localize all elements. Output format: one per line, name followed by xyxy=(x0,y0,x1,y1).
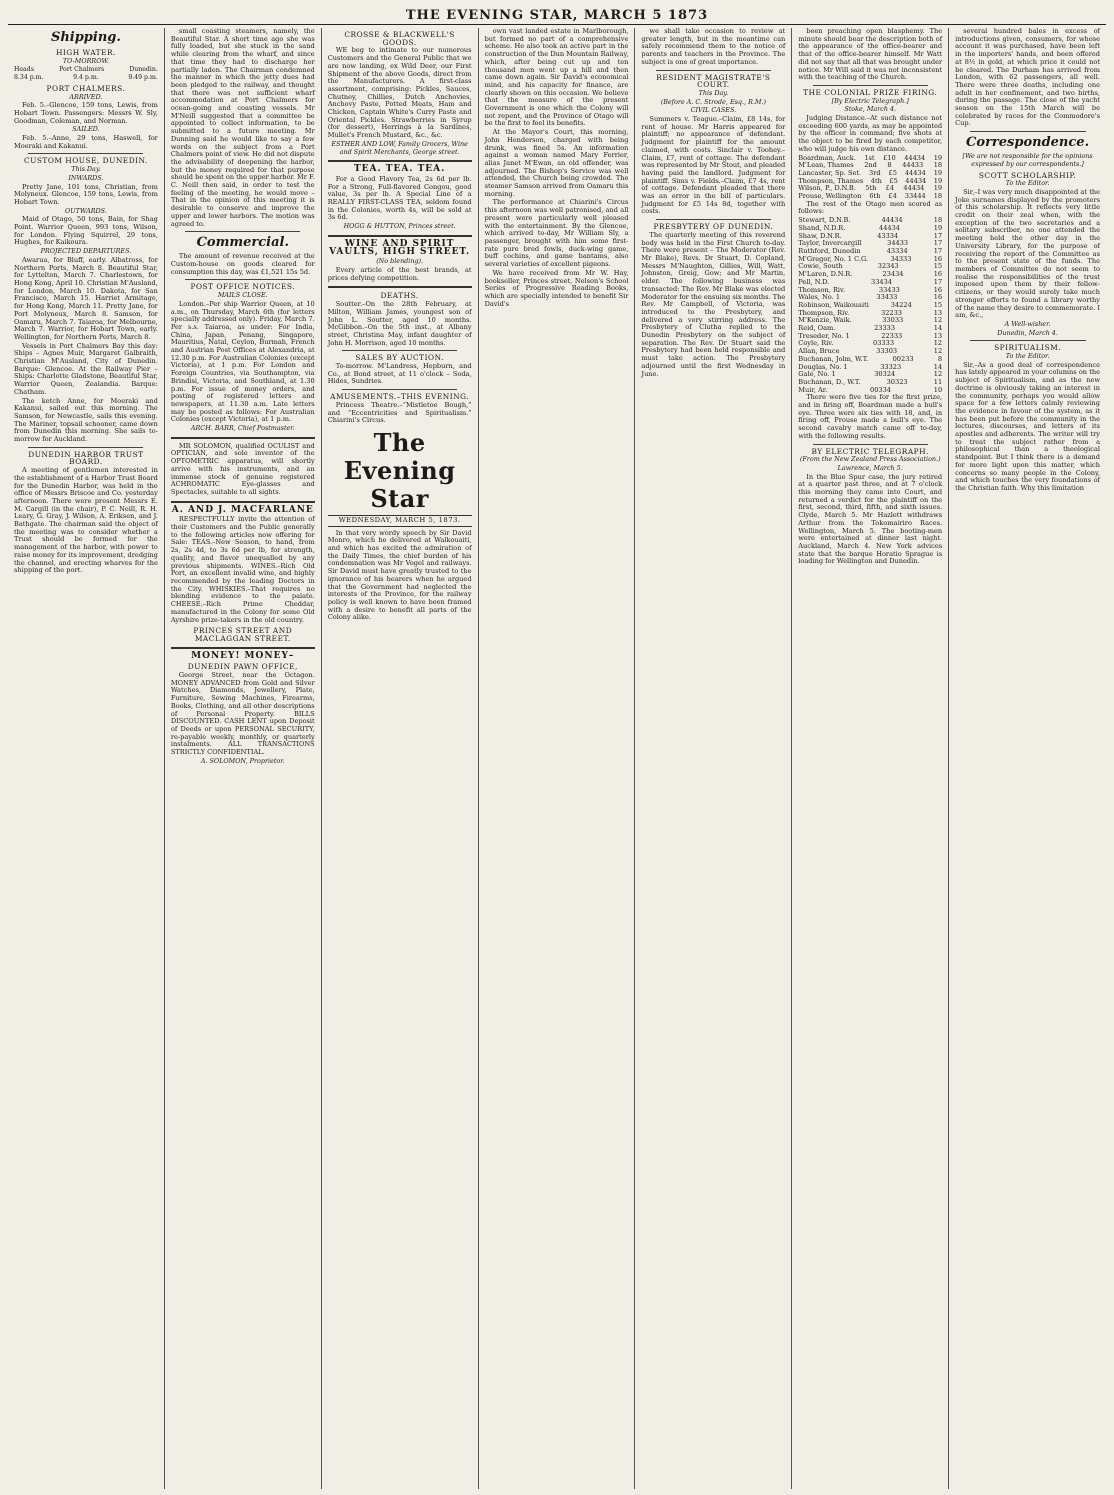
column-4 xyxy=(479,28,636,1489)
tea-heading: TEA. TEA. TEA. xyxy=(353,164,446,175)
princes-street-label: PRINCES STREET AND MACLAGGAN STREET. xyxy=(193,626,293,643)
colonial-place: Stoke, March 4. xyxy=(844,105,897,114)
score-cell: 12 xyxy=(933,347,943,356)
column-5 xyxy=(635,28,792,1489)
scott-sign: A Well-wisher. xyxy=(1004,319,1051,328)
port-chalmers-heading: PORT CHALMERS. xyxy=(46,83,126,93)
amusements-text: Princess Theatre.–“Mistletoe Bough,” and “Eccentricities and Spiritualism.” Chiarini's Circus. xyxy=(327,400,472,425)
correspondence-note: [We are not responsible for the opinions expressed by our correspondents.] xyxy=(962,152,1093,168)
score-cell: 17 xyxy=(933,277,943,286)
resident-court-heading: RESIDENT MAGISTRATE'S COURT. xyxy=(656,72,771,90)
score-cell: 14 xyxy=(933,324,943,333)
divider xyxy=(342,389,457,390)
colonial-text: Judging Distance.–At such distance not exceeding 600 yards, as may be appointed by the officer in command; five shots at the object to be fired by each competitor, who will judge his own distance. xyxy=(798,114,943,153)
score-cell: 22333 xyxy=(881,331,903,340)
tide-time: 9.49 p.m. xyxy=(128,74,158,82)
score-cell: £4 xyxy=(885,184,895,193)
score-cell: M'Kenzie, Waik. xyxy=(798,316,852,325)
score-cell: Buchanan, D., W.T. xyxy=(798,377,861,386)
score-cell: 19 xyxy=(933,176,943,185)
deaths-text: Soutter.–On the 28th February, at Milton, William James, youngest son of John L. Soutter, aged 10 months. McGibbon.–On the 5th inst., at Albany street, Christina May, infant daughter of John H. Morrison, aged 10 months. xyxy=(327,300,472,347)
telegraph-text: In the Blue Spur case, the jury retired at a quarter past three, and at 7 o'clock this morning they came into Court, and returned a verdict for the plaintiff on the first, second, third, fifth, and sixth issues. Clyde, March 5. Mr Hazlett withdraws Arthur from the Tokomairiro Races. Wellington, March 5. The booting-men were entertained at dinner last night. Auckland, March 4. New York advices state that the barque Horatio Sprague is loading for Wellington and Dunedin. xyxy=(798,472,943,566)
commercial-heading: Commercial. xyxy=(196,235,289,251)
column-6 xyxy=(792,28,949,1489)
score-cell: 00334 xyxy=(870,385,892,394)
scott-to: To the Editor. xyxy=(1005,179,1050,188)
score-cell: Douglas, No. 1 xyxy=(798,362,848,371)
score-cell: Stewart, D.N.B. xyxy=(798,216,851,225)
score-cell: Wales, No. 1 xyxy=(798,293,841,302)
spiritualism-heading: SPIRITUALISM. xyxy=(994,343,1062,353)
pawn-footer: A. SOLOMON, Proprietor. xyxy=(200,756,285,765)
column-2 xyxy=(165,28,322,1489)
score-cell: 33444 xyxy=(904,192,926,201)
customs-heading: CUSTOM HOUSE, DUNEDIN. xyxy=(23,156,148,166)
sailed-text: Feb. 5.–Anne, 29 tons, Haswell, for Moeraki and Kakanui. xyxy=(14,134,158,150)
colonial-prize-heading: THE COLONIAL PRIZE FIRING. xyxy=(803,87,938,97)
score-cell: Reid, Oam. xyxy=(798,324,836,333)
score-cell: 16 xyxy=(933,285,943,294)
score-cell: 44434 xyxy=(881,216,903,225)
tomorrow-label: TO-MORROW. xyxy=(62,56,109,65)
leader-paragraph: We have received from Mr W. Hay, bookseller, Princes street, Nelson's School Series of Progressive Reading Books, which are specially intended to benefit Sir David's xyxy=(484,268,629,308)
colonial-text-2: There were five ties for the first prize, and in firing off, Boardman made a bull's eye. Three were six ties with 18, and, in firing off, Prouse made a bull's eye. The second cavalry match came off to-day, with the following results. xyxy=(798,393,943,440)
solomon-ad: MR SOLOMON, qualified OCULIST and OPTICIAN, and sole inventor of the OPTOMETRIC apparatus, will shortly arrive with his instruments, and an immense stock of genuine registered ACHROMATIC Eye-glasses and Spectacles, suitable to all sights. xyxy=(170,441,315,496)
score-cell: 19 xyxy=(933,184,943,193)
score-cell: 16 xyxy=(933,270,943,279)
score-cell: 44434 xyxy=(903,184,925,193)
score-cell: Prouse, Wellington xyxy=(798,192,862,201)
otago-score-table xyxy=(798,217,942,394)
leader-paragraph: The performance at Chiarini's Circus this afternoon was well patronised, and all present were particularly well pleased with the entertainment. By the Glencoe, which arrived to-day, Mr William Sly, a passenger, brought with him some first-rate pure bred fowls, duck-wing game, buff cochins, and game bantams, also several varieties of excellent pigeons. xyxy=(484,198,629,269)
tide-time: 9.4 p.m. xyxy=(73,74,99,82)
score-cell: Allan, Bruce xyxy=(798,347,840,356)
divider xyxy=(970,340,1086,341)
column-7 xyxy=(949,28,1106,1489)
wine-heading: WINE AND SPIRIT VAULTS, HIGH STREET. xyxy=(329,238,471,257)
double-rule xyxy=(328,286,472,288)
score-cell: Lancaster, Sp. Set. xyxy=(798,168,862,177)
sales-text: To-morrow. M'Landress, Hepburn, and Co., at Bond street, at 11 o'clock – Soda, Hides, Sundries. xyxy=(327,362,472,386)
high-water-heading: HIGH WATER. xyxy=(55,48,116,57)
tide-times-row xyxy=(14,74,158,82)
vessels-text: Vessels in Port Chalmers Bay this day: Ships – Agnes Muir, Margaret Galbraith, Christian M'Ausland, City of Dunedin. Barque: Glencoe. At the Railway Pier – Ships: Charlotte Gladstone, Beautiful Star, Warrior Queen, Zealandia. Barque: Chatham. xyxy=(14,341,158,396)
civil-cases-label: CIVIL CASES. xyxy=(690,106,737,115)
score-cell: 15 xyxy=(933,300,943,309)
macfarlane-text: RESPECTFULLY invite the attention of their Customers and the Public generally to the following articles now offering for Sale: TEAS.–New Season, to hand, from 2s, 2s 4d, to 3s 6d per lb, for strength, quality, and flavor unequalled by any previous shipments. WINES.–Rich Old Port, an excellent invalid wine, and highly recommended by the leading Doctors in the City. WHISKIES.–That requires no blending evidence to the palate. CHEESE.–Rich Prime Cheddar, manufactured in the Colony for some Old Ayrshire prize-takers in the old country. xyxy=(170,515,315,624)
presbytery-text: The quarterly meeting of this reverend body was held in the First Church to-day. There were present – The Moderator (Rev. Mr Blake), Revs. Dr Stuart, D. Copland, Messrs M'Naughton, Gillies, Will, Watt, Johnston, Greig, Gow; and Mr Martin, elder. The following business was transacted: The Rev. Mr Blake was elected Moderator for the ensuing six months. The Rev. Mr Campbell, of Victoria, was introduced to the Presbytery, and delivered a very stirring address. The Presbytery of Clutha replied to the Dunedin Presbytery on the subject of separation. The Rev. Dr Stuart said the Presbytery had been held responsible and must take action. The Presbytery adjourned until the first Wednesday in June. xyxy=(641,230,786,378)
score-cell: 00233 xyxy=(892,354,914,363)
sailed-label: SAILED. xyxy=(72,125,100,134)
divider xyxy=(185,279,300,280)
score-cell: 19 xyxy=(933,223,943,232)
top-rule xyxy=(8,24,1106,25)
customs-day: This Day. xyxy=(71,165,101,174)
shipping-heading: Shipping. xyxy=(50,30,121,45)
score-cell: Shand, N.D.R. xyxy=(798,223,846,232)
score-cell: Treseder, No. 1 xyxy=(798,331,850,340)
divider xyxy=(970,131,1086,132)
score-cell: 8 xyxy=(937,354,943,363)
score-cell: Ruthford, Dunedin xyxy=(798,246,861,255)
score-cell: 19 xyxy=(933,153,943,162)
divider xyxy=(28,153,143,154)
post-office-heading: POST OFFICE NOTICES. xyxy=(190,282,296,292)
score-cell: 17 xyxy=(933,239,943,248)
score-cell: 17 xyxy=(933,246,943,255)
score-cell: Gale, No. 1 xyxy=(798,370,836,379)
wine-sub: (No blending). xyxy=(376,257,424,266)
score-cell: 14 xyxy=(933,362,943,371)
score-cell: 4th xyxy=(870,176,882,185)
inwards-text: Pretty Jane, 101 tons, Christian, from Molyneux. Glencoe, 159 tons, Lewis, from Hobart Town. xyxy=(14,182,158,206)
double-rule xyxy=(171,501,315,503)
correspondence-heading: Correspondence. xyxy=(966,135,1090,151)
leader-text: In that very wordy speech by Sir David Monro, which he delivered at Walkouaiti, and which has excited the admiration of the Daily Times, the chief burden of his condemnation was Mr Vogel and railways. Sir David must have greatly trusted to the ignorance of his hearers when he argued that the Government had neglected the interests of the Province, for the railway policy is well known to have been framed with a desire to benefit all parts of the Colony alike. xyxy=(327,528,472,622)
body-text: been preaching open blasphemy. The minute should bear the description both of the appearance of the office-bearer and that of the office-bearer himself. Mr Watt did not say that all that was brought under notice. Mr Will said it was not inconsistent with the teaching of the Church. xyxy=(798,28,943,82)
score-cell: 32233 xyxy=(881,308,902,317)
tide-head: Port Chalmers xyxy=(59,66,105,74)
score-cell: 15 xyxy=(933,262,943,271)
score-cell: 30324 xyxy=(874,370,896,379)
divider xyxy=(342,350,457,351)
projected-label: PROJECTED DEPARTURES. xyxy=(40,247,132,256)
score-cell: 16 xyxy=(933,254,943,263)
crosse-text: WE beg to intimate to our numerous Customers and the General Public that we are now landing, ex Wild Deer, our First Shipment of the above Goods, direct from the Manufacturers. A first-class assortment, comprising: Pickles, Sauces, Chutney, Chillies, Dutch Anchovies, Anchovy Paste, Potted Meats, Ham and Chicken, Captain White's Curry Paste and Oriental Pickles. Strawberries in Syrup (for dessert), Herrings à la Sardines, Mullet's French Mustard, &c., &c. xyxy=(327,46,472,140)
presbytery-heading: PRESBYTERY OF DUNEDIN. xyxy=(653,222,774,232)
paper-nameplate: The Evening Star xyxy=(343,427,456,513)
pawn-office-heading: DUNEDIN PAWN OFFICE, xyxy=(187,662,298,672)
otago-note: The rest of the Otago men scored as follows: xyxy=(798,199,943,216)
score-cell: £10 xyxy=(883,153,896,162)
wine-text: Every article of the best brands, at prices defying competition. xyxy=(327,265,472,282)
score-cell: 34433 xyxy=(887,239,909,248)
spiritualism-to: To the Editor. xyxy=(1005,352,1050,361)
score-cell: 11 xyxy=(933,377,943,386)
score-cell: 32343 xyxy=(877,262,899,271)
body-text: several hundred bales in excess of introductions given, consumers, for whose account it was purchased, have been left in the importers' hands, and been offered at 8½ in gold, at which price it could not be cleared. The Durham has arrived from London, with 62 passengers, all well. There were three deaths, including one adult in her confinement, and two births, during the passage. The close of the yacht season on the 15th March will be celebrated by races for the Commodore's Cup. xyxy=(955,28,1100,128)
double-rule xyxy=(328,235,472,237)
score-cell: 23333 xyxy=(874,324,896,333)
score-cell: M'Gregor, No. 1 C.G. xyxy=(798,254,869,263)
colonial-sub: [By Electric Telegraph.] xyxy=(831,96,909,105)
tide-head: Dunedin. xyxy=(129,66,158,74)
crosse-footer: ESTHER AND LOW, Family Grocers, Wine and Spirit Merchants, George street. xyxy=(331,139,468,156)
score-cell: 8 xyxy=(887,161,892,170)
score-cell: Thompson, Thames xyxy=(798,176,864,185)
score-cell: 44433 xyxy=(902,161,924,170)
score-cell: 44434 xyxy=(879,223,901,232)
column-3 xyxy=(322,28,479,1489)
amusements-heading: AMUSEMENTS.–THIS EVENING. xyxy=(330,392,470,402)
score-cell: 03333 xyxy=(873,339,895,348)
outwards-text: Maid of Otago, 50 tons, Bain, for Shag Point. Warrior Queen, 993 tons, Wilson, for London. Flying Squirrel, 29 tons, Hughes, for Kaikoura. xyxy=(14,215,158,247)
divider xyxy=(813,444,928,445)
score-cell: Cowie, South xyxy=(798,262,843,271)
resident-before: (Before A. C. Strode, Esq., R.M.) xyxy=(660,97,766,106)
score-cell: 34333 xyxy=(890,254,912,263)
commercial-text: The amount of revenue received at the Custom-house on goods cleared for consumption this day, was £1,521 15s 5d. xyxy=(170,252,315,276)
crosse-heading: CROSSE & BLACKWELL'S GOODS. xyxy=(344,30,455,47)
harbour-trust-heading: DUNEDIN HARBOR TRUST BOARD. xyxy=(28,449,144,467)
page-masthead xyxy=(0,4,1114,22)
score-cell: £5 xyxy=(889,176,898,185)
score-cell: 12 xyxy=(933,370,943,379)
score-cell: 33303 xyxy=(876,347,898,356)
resident-text: Summers v. Teague.–Claim, £8 14s, for rent of house. Mr Harris appeared for plaintiff; no appearance of defendant. Judgment for plaintiff for the amount claimed, with costs. Sinclair v. Toohey.–Claim, £7, rent of cottage. The defendant was represented by Mr Stout, and pleaded having paid the landlord. Judgment for plaintiff. Sims v. Fields.–Claim, £7 4s, rent of cottage. Defendant pleaded that there was an error in the bill of particulars. Judgment for £5 14s 8d, together with costs. xyxy=(641,115,786,216)
score-cell: 12 xyxy=(933,316,943,325)
body-text: we shall take occasion to review at greater length, but in the meantime can safely recommend them to the notice of parents and teachers in the Province. The subject is one of great importance. xyxy=(641,28,786,66)
score-cell: Robinson, Waikouaiti xyxy=(798,300,869,309)
double-rule xyxy=(328,160,472,162)
tea-footer: HOGG & HUTTON, Princes street. xyxy=(343,222,456,231)
spiritualism-text: Sir,–As a good deal of correspondence has lately appeared in your columns on the subject of Spiritualism, and as the new doctrine is obviously taking an interest in the community, perhaps you would allow space for a few letters calmly reviewing the evidence in favour of the system, as it has been put before the community in the lectures, discourses, and letters of its apostles and adherents. The writer will try to treat the subject rather from a philosophical than a theological standpoint. But I think there is a demand for more light upon this matter, which concerns so many people in the Colony, and which touches the very foundations of the Christian faith. Why this limitation xyxy=(955,360,1100,492)
tide-time: 8.34 p.m. xyxy=(14,74,44,82)
divider xyxy=(656,70,771,71)
score-cell: 19 xyxy=(933,168,943,177)
score-cell: M'Lean, Thames xyxy=(798,161,854,170)
resident-day: This Day. xyxy=(698,88,729,97)
score-cell: 13 xyxy=(933,308,943,317)
score-cell: 3rd xyxy=(869,168,881,177)
score-cell: 30323 xyxy=(886,377,908,386)
score-cell: £4 xyxy=(888,192,897,201)
score-cell: 18 xyxy=(933,161,943,170)
outwards-label: OUTWARDS. xyxy=(64,206,107,215)
leader-paragraph: At the Mayor's Court, this morning, John Henderson, charged with being drunk, was fined 5s. An information against a woman named Mary Ferrier, alias Janet M'Ewan, an old offender, was adjourned. The Bishop's Service was well attended, the Church being crowded. The steamer Samson arrived from Oamaru this morning. xyxy=(484,128,629,198)
score-cell: 5th xyxy=(865,184,877,193)
prize-score-table xyxy=(798,155,942,201)
deaths-heading: DEATHS. xyxy=(380,291,419,301)
leader-continued: own vast landed estate in Marlborough, but formed no part of a comprehensive scheme. He also took an active part in the construction of the Dun Mountain Railway, which, after being cut up and ten thousand men went up a hill and then came down again. Sir David's economical mind, and his capacity for finance, are clearly shown on this occasion. We believe that the measure of the present Government is one which the Colony will not repent, and the Province of Otago will be the first to feel its benefits. xyxy=(484,28,629,128)
leader-dateline: WEDNESDAY, MARCH 5, 1873. xyxy=(328,515,472,527)
scott-heading: SCOTT SCHOLARSHIP. xyxy=(978,170,1077,180)
score-cell: 33033 xyxy=(882,316,904,325)
divider xyxy=(656,219,771,220)
inwards-label: INWARDS. xyxy=(68,173,104,182)
mails-close-label: MAILS CLOSE. xyxy=(217,291,268,300)
score-cell: 12 xyxy=(933,339,943,348)
score-cell: 18 xyxy=(933,216,943,225)
projected-text: Awarua, for Bluff, early. Albatross, for Northern Ports, March 8. Beautiful Star, for Lyttelton, March 7. Charlestown, for Hong Kong, April 10. Christian M'Ausland, for London, March 10. Dakota, for San Francisco, March 15. Harriet Armitage, for Hong Kong, March 11. Pretty Jane, for Port Molyneux, March 8. Samson, for Oamaru, March 7. Taiaroa, for Melbourne, March 7. Warrior, for Hobart Town, early. Wellington, for Northern Ports, March 8. xyxy=(14,255,158,341)
score-cell: 33433 xyxy=(878,285,900,294)
score-cell: 44434 xyxy=(904,153,926,162)
postmaster-signature: ARCH. BARR, Chief Postmaster. xyxy=(190,424,295,433)
tide-heads-row xyxy=(14,66,158,74)
harbour-text: A meeting of gentlemen interested in the establishment of a Harbor Trust Board for the Dunedin Harbor, was held in the office of Messrs Briscoe and Co. yesterday afternoon. There were present Messrs E. M. Cargill (in the chair), P. C. Neill, R. H. Leary, G. Gray, J. Wilson, A. Eriksen, and J. Bathgate. The chairman said the object of the meeting was to consider whether a Trust should be formed for the management of the harbor, with power to raise money for its improvement, dredging the channel, and erecting wharves for the shipping of the port. xyxy=(14,466,158,575)
arrived-text: Feb. 5.–Glencoe, 159 tons, Lewis, from Hobart Town. Passengers: Messrs W. Sly, Goodman, Coleman, and Norman. xyxy=(14,101,158,125)
score-cell: 1st xyxy=(864,153,875,162)
score-cell: Thompson, Riv. xyxy=(798,308,850,317)
score-cell: 34224 xyxy=(890,300,912,309)
score-cell: 43334 xyxy=(877,231,899,240)
score-cell: 33433 xyxy=(876,293,898,302)
divider xyxy=(813,85,928,86)
score-cell: £5 xyxy=(888,168,897,177)
money-ad-heading: MONEY! MONEY– xyxy=(191,650,295,661)
tea-text: For a Good Flavory Tea, 2s 6d per lb. For a Strong, Full-flavored Congou, good value, 3s per lb. A Special Line of a REALLY FIRST-CLASS TEA, seldom found in the Colonies, worth 4s, will be sold at 3s 6d. xyxy=(327,174,472,222)
score-cell: 6th xyxy=(869,192,881,201)
telegraph-sub: (From the New Zealand Press Association.) xyxy=(799,455,941,464)
telegraph-place: Lawrence, March 5. xyxy=(837,463,903,472)
masthead-title: THE EVENING STAR, MARCH 5 1873 xyxy=(405,8,709,23)
score-cell: 23434 xyxy=(882,270,904,279)
score-cell: Pell, N.D. xyxy=(798,277,830,286)
score-cell: Buchanan, Jolm, W.T. xyxy=(798,354,869,363)
score-cell: Muir, Ar. xyxy=(798,385,828,394)
harbour-continued: small coasting steamers, namely, the Beautiful Star. A short time ago she was fully loaded, but she stuck in the sand while clearing from the wharf, and since that time they had to discharge her partially laden. The Chairman condemned the manner in which the jetty dues had been pledged to the railway, and thought that there was not sufficient wharf accommodation at Port Chalmers for ocean-going and coasting vessels. Mr M'Neill suggested that a committee be appointed to collect information, to be submitted to a future meeting. Mr Dunning said he would like to say a few words on the subject from a Port Chalmers point of view. He did not dispute the advisability of deepening the harbor, but the money required for that purpose should be spent on the upper harbor. Mr F. C. Neill then said, in order to test the feeling of the meeting, he would move – That in the opinion of this meeting it is desirable to conserve and improve the upper and lower harbors. The motion was agreed to. xyxy=(170,28,315,228)
score-cell: 2nd xyxy=(864,161,877,170)
scott-text: Sir,–I was very much disappointed at the Joke surnames displayed by the promoters of this scholarship. It reflects very little credit on their zeal when, with the exception of the two secretaries and a solitary subscriber, no one attended the meeting held the other day in the University Library, for the purpose of receiving the report of the Committee as to the present state of the funds. The members of Committee do not seem to realise the responsibilities of the trust imposed upon them by their fellow-citizens, or they would surely take much stronger efforts to found a library worthy of the name they desire to commemorate. I am, &c., xyxy=(955,187,1100,320)
tide-head: Heads xyxy=(14,66,34,74)
score-cell: Wilson, P., D.N.B. xyxy=(798,184,856,193)
score-cell: Thomson, Riv. xyxy=(798,285,846,294)
column-1 xyxy=(8,28,165,1489)
post-text: London.–Per ship Warrior Queen, at 10 a.m., on Thursday, March 6th (for letters specially addressed only). Friday, March 7. Per s.s. Taiaroa, as under: For India, China, Japan, Penang, Singapore, Mauritius, Natal, Ceylon, Burmah, French and Austrian Post Offices at Alexandria, at 12.30 p.m. For Australian Colonies (except Victoria), at 1 p.m. For London and Foreign Countries, via Southampton, via Brindisi, Victoria, and Southland, at 1.30 p.m. For issue of money orders, and posting of registered letters and newspapers, at 11.30 a.m. Late letters may be posted as follows: For Australian Colonies (except Victoria), at 1 p.m. xyxy=(170,299,315,424)
score-cell: 18 xyxy=(933,192,943,201)
score-cell: 13 xyxy=(933,331,943,340)
score-cell: M'Laren, D.N.R. xyxy=(798,270,853,279)
score-cell: 10 xyxy=(933,385,943,394)
score-cell: Shaw, D.N.R. xyxy=(798,231,842,240)
score-cell: 33434 xyxy=(871,277,893,286)
telegraph-heading: BY ELECTRIC TELEGRAPH. xyxy=(811,446,929,456)
score-cell: Taylor, Invercargill xyxy=(798,239,862,248)
macfarlane-heading: A. AND J. MACFARLANE xyxy=(171,504,314,515)
divider xyxy=(28,447,143,448)
score-cell: 17 xyxy=(933,231,943,240)
columns xyxy=(8,28,1106,1489)
sales-heading: SALES BY AUCTION. xyxy=(355,353,444,363)
score-cell: Boardman, Auck. xyxy=(798,153,856,162)
score-cell: 44434 xyxy=(904,168,926,177)
arrived-label: ARRIVED. xyxy=(69,92,103,101)
ketch-text: The ketch Anne, for Moeraki and Kakanui, sailed out this morning. The Samson, for Newcastle, sails this evening. The Mariner, topsail schooner, came down from Dunedin this morning. She sails to-morrow for Auckland. xyxy=(14,396,158,444)
double-rule xyxy=(171,437,315,439)
scott-date: Dunedin, March 4. xyxy=(997,328,1058,337)
score-cell: Coyle, Riv. xyxy=(798,339,834,348)
score-cell: 44434 xyxy=(905,176,927,185)
score-cell: 33323 xyxy=(880,362,902,371)
score-cell: 43334 xyxy=(886,246,908,255)
score-cell: 16 xyxy=(933,293,943,302)
divider xyxy=(185,231,300,232)
pawn-text: George Street, near the Octagon. MONEY ADVANCED from Gold and Silver Watches, Diamonds, Jewellery, Plate, Furniture, Sewing Machines, Firearms, Books, Clothing, and all other descriptions of Personal Property. BILLS DISCOUNTED. CASH LENT upon Deposit of Deeds or upon PERSONAL SECURITY, re-payable weekly, monthly, or quarterly instalments. ALL TRANSACTIONS STRICTLY CONFIDENTIAL. xyxy=(170,671,315,757)
double-rule xyxy=(171,647,315,649)
